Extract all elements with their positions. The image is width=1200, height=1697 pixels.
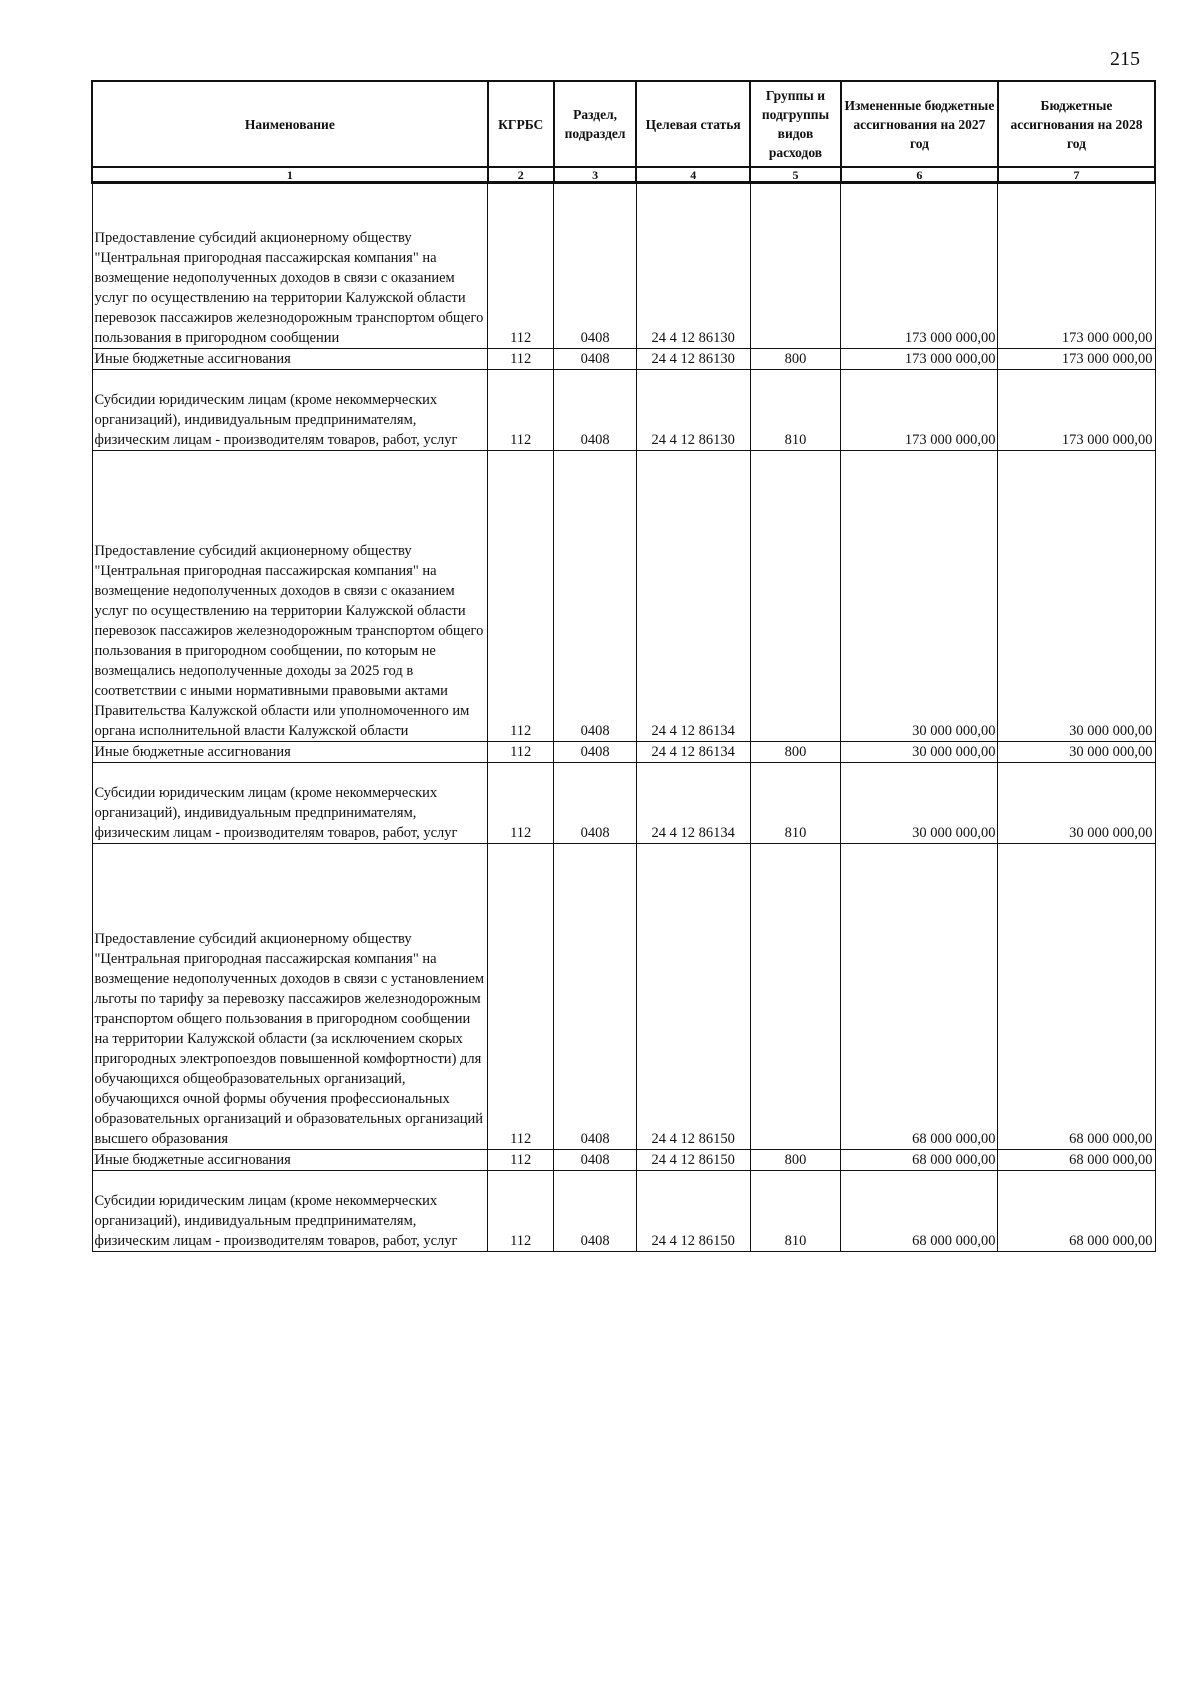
row-value-2027: 68 000 000,00 (841, 1171, 998, 1252)
row-name: Иные бюджетные ассигнования (92, 742, 488, 763)
row-value-2027: 173 000 000,00 (841, 183, 998, 349)
row-section: 0408 (554, 844, 637, 1150)
row-value-2027: 30 000 000,00 (841, 742, 998, 763)
row-name: Предоставление субсидий акционерному обществу "Центральная пригородная пассажирская компания" на возмещение недополученных доходов в связи с оказанием услуг по осуществлению на территории Калужской области перевозок пассажиров железнодорожным транспортом общего пользования в пригородном сообщении, по которым не возмещались недополученные доходы за 2025 год в соответствии с иными нормативными правовыми актами Правительства Калужской области или уполномоченного им органа исполнительной власти Калужской области (92, 451, 488, 742)
row-value-2028: 173 000 000,00 (998, 370, 1155, 451)
row-kgrbs: 112 (488, 183, 554, 349)
row-name: Иные бюджетные ассигнования (92, 1150, 488, 1171)
header-budget-2028: Бюджетные ассигнования на 2028 год (998, 81, 1155, 167)
row-kgrbs: 112 (488, 349, 554, 370)
row-name: Субсидии юридическим лицам (кроме некоммерческих организаций), индивидуальным предпринимателям, физическим лицам - производителям товаров, работ, услуг (92, 370, 488, 451)
header-changed-2027: Измененные бюджетные ассигнования на 2027 год (841, 81, 998, 167)
row-kgrbs: 112 (488, 1150, 554, 1171)
row-target: 24 4 12 86134 (636, 451, 750, 742)
column-number: 7 (998, 167, 1155, 183)
row-value-2028: 173 000 000,00 (998, 183, 1155, 349)
row-name: Предоставление субсидий акционерному обществу "Центральная пригородная пассажирская компания" на возмещение недополученных доходов в связи с установлением льготы по тарифу за перевозку пассажиров железнодорожным транспортом общего пользования в пригородном сообщении на территории Калужской области (за исключением скорых пригородных электропоездов повышенной комфортности) для обучающихся общеобразовательных организаций, обучающихся очной формы обучения профессиональных образовательных организаций и образовательных организаций высшего образования (92, 844, 488, 1150)
row-section: 0408 (554, 763, 637, 844)
row-section: 0408 (554, 1171, 637, 1252)
row-target: 24 4 12 86134 (636, 742, 750, 763)
row-value-2027: 173 000 000,00 (841, 349, 998, 370)
row-target: 24 4 12 86134 (636, 763, 750, 844)
column-number-row (92, 167, 1155, 183)
row-target: 24 4 12 86150 (636, 844, 750, 1150)
row-kgrbs: 112 (488, 844, 554, 1150)
column-number: 3 (554, 167, 637, 183)
row-kgrbs: 112 (488, 742, 554, 763)
row-value-2027: 30 000 000,00 (841, 763, 998, 844)
header-row (92, 81, 1155, 167)
row-value-2028: 68 000 000,00 (998, 1171, 1155, 1252)
column-number: 4 (636, 167, 750, 183)
row-target: 24 4 12 86150 (636, 1171, 750, 1252)
row-value-2028: 173 000 000,00 (998, 349, 1155, 370)
column-number: 2 (488, 167, 554, 183)
page-number: 215 (1110, 48, 1140, 70)
table-row (92, 370, 1155, 451)
row-value-2027: 173 000 000,00 (841, 370, 998, 451)
row-target: 24 4 12 86130 (636, 183, 750, 349)
table-row (92, 1150, 1155, 1171)
row-group: 800 (750, 742, 841, 763)
row-group: 800 (750, 349, 841, 370)
row-value-2028: 30 000 000,00 (998, 451, 1155, 742)
row-section: 0408 (554, 451, 637, 742)
row-group: 810 (750, 370, 841, 451)
row-name: Субсидии юридическим лицам (кроме некоммерческих организаций), индивидуальным предпринимателям, физическим лицам - производителям товаров, работ, услуг (92, 763, 488, 844)
row-value-2027: 30 000 000,00 (841, 451, 998, 742)
table-row (92, 763, 1155, 844)
row-target: 24 4 12 86130 (636, 370, 750, 451)
row-name: Субсидии юридическим лицам (кроме некоммерческих организаций), индивидуальным предпринимателям, физическим лицам - производителям товаров, работ, услуг (92, 1171, 488, 1252)
header-target: Целевая статья (636, 81, 750, 167)
row-group (750, 451, 841, 742)
table-row (92, 742, 1155, 763)
table-row (92, 349, 1155, 370)
row-kgrbs: 112 (488, 370, 554, 451)
table-row (92, 451, 1155, 742)
row-value-2027: 68 000 000,00 (841, 844, 998, 1150)
table-row (92, 183, 1155, 349)
row-section: 0408 (554, 349, 637, 370)
row-group: 800 (750, 1150, 841, 1171)
header-kgrbs: КГРБС (488, 81, 554, 167)
row-target: 24 4 12 86150 (636, 1150, 750, 1171)
row-value-2028: 30 000 000,00 (998, 742, 1155, 763)
row-section: 0408 (554, 1150, 637, 1171)
row-group: 810 (750, 1171, 841, 1252)
header-section: Раздел, подраздел (554, 81, 637, 167)
budget-table (91, 80, 1156, 1252)
row-section: 0408 (554, 183, 637, 349)
row-target: 24 4 12 86130 (636, 349, 750, 370)
row-kgrbs: 112 (488, 1171, 554, 1252)
row-name: Иные бюджетные ассигнования (92, 349, 488, 370)
row-value-2028: 68 000 000,00 (998, 1150, 1155, 1171)
row-value-2028: 30 000 000,00 (998, 763, 1155, 844)
row-section: 0408 (554, 742, 637, 763)
row-value-2027: 68 000 000,00 (841, 1150, 998, 1171)
row-group (750, 844, 841, 1150)
row-group (750, 183, 841, 349)
table-row (92, 1171, 1155, 1252)
row-value-2028: 68 000 000,00 (998, 844, 1155, 1150)
header-groups: Группы и подгруппы видов расходов (750, 81, 841, 167)
column-number: 5 (750, 167, 841, 183)
row-name: Предоставление субсидий акционерному обществу "Центральная пригородная пассажирская компания" на возмещение недополученных доходов в связи с оказанием услуг по осуществлению на территории Калужской области перевозок пассажиров железнодорожным транспортом общего пользования в пригородном сообщении (92, 183, 488, 349)
row-section: 0408 (554, 370, 637, 451)
column-number: 1 (92, 167, 488, 183)
row-kgrbs: 112 (488, 763, 554, 844)
row-group: 810 (750, 763, 841, 844)
column-number: 6 (841, 167, 998, 183)
header-name: Наименование (92, 81, 488, 167)
table-row (92, 844, 1155, 1150)
row-kgrbs: 112 (488, 451, 554, 742)
